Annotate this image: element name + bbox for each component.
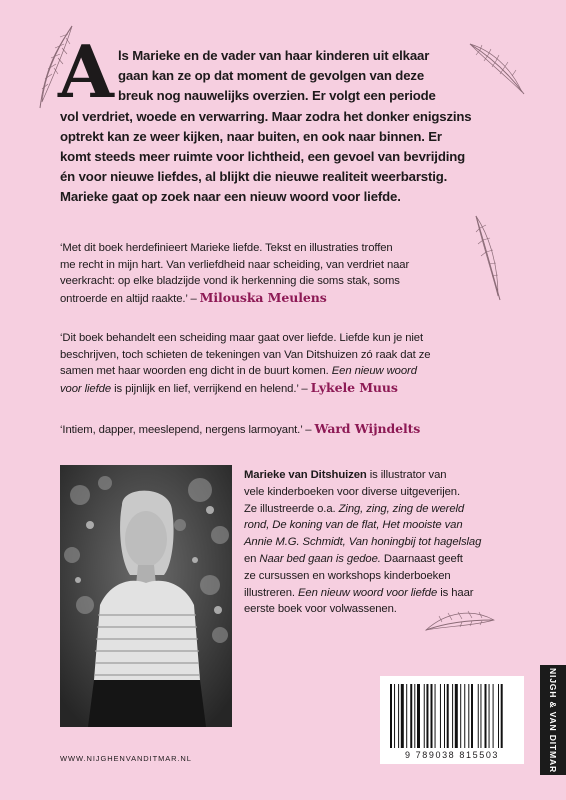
book-title: voor liefde <box>60 382 112 395</box>
intro-line: gaan kan ze op dat moment de gevolgen van deze <box>118 68 425 84</box>
intro-line: én voor nieuwe liefdes, al blijkt die nieuwe realiteit weerbarstig. <box>60 169 448 185</box>
review-quote <box>60 330 520 397</box>
quote-line: ‘Intiem, dapper, meeslepend, nergens larmoyant.’ – <box>60 424 315 436</box>
book-title: Een nieuw woord voor liefde <box>297 586 438 599</box>
author-name: Marieke van Ditshuizen <box>244 469 367 481</box>
intro-line: breuk nog nauwelijks overzien. Er volgt een periode <box>118 88 436 104</box>
isbn-number: 9 789038 815503 <box>404 750 500 760</box>
intro-line: ls Marieke en de vader van haar kinderen uit elkaar <box>118 48 430 63</box>
drop-cap: A <box>58 29 114 114</box>
publisher-name: NIJGH & VAN DITMAR <box>548 667 558 773</box>
review-quote <box>60 240 520 307</box>
quote-line: ‘Met dit boek herdefinieert Marieke liefde. Tekst en illustraties troffen <box>60 242 393 254</box>
quote-author: Lykele Muus <box>310 379 398 395</box>
bio-text: eerste boek voor volwassenen. <box>244 603 397 616</box>
publisher-url: WWW.NIJGHENVANDITMAR.NL <box>60 754 192 763</box>
author-bio <box>244 467 524 618</box>
intro-line: Marieke gaat op zoek naar een nieuw woord voor liefde. <box>60 189 401 205</box>
bio-text: is haar <box>437 586 474 599</box>
quote-line: beschrijven, toch schieten de tekeningen van Van Ditshuizen zó raak dat ze <box>60 348 431 361</box>
book-title: Annie M.G. Schmidt, Van honingbij tot hagelslag <box>244 536 482 549</box>
quote-line: veerkracht: op elke bladzijde vond ik herkenning die soms stak, soms <box>60 275 400 288</box>
quote-line: me recht in mijn hart. Van verliefdheid naar scheiding, van verdriet naar <box>60 258 410 271</box>
bio-text: ze cursussen en workshops kinderboeken <box>244 569 451 582</box>
author-photo <box>60 465 232 727</box>
quote-line: ‘Dit boek behandelt een scheiding maar gaat over liefde. Liefde kun je niet <box>60 332 424 344</box>
barcode-bars <box>380 682 524 754</box>
quote-line: ontroerde en altijd raakte.’ – <box>60 292 200 305</box>
barcode <box>380 676 524 764</box>
intro-line: optrekt kan ze weer kijken, naar buiten, en ook naar binnen. Er <box>60 128 442 144</box>
quote-author: Ward Wijndelts <box>314 421 421 436</box>
bio-text: vele kinderboeken voor diverse uitgeverijen. <box>244 485 461 498</box>
intro-line: komt steeds meer ruimte voor lichtheid, een gevoel van bevrijding <box>60 149 466 165</box>
bio-text: illustreren. <box>244 586 298 599</box>
intro-paragraph <box>60 46 510 208</box>
book-title: Zing, zing, zing de wereld <box>338 502 465 515</box>
review-quote <box>60 421 520 439</box>
quote-line: is pijnlijk en lief, verrijkend en helend.’ – <box>111 382 311 395</box>
bio-text: Daarnaast geeft <box>380 552 463 565</box>
bio-text: en <box>244 552 260 565</box>
quote-line: samen met haar woorden eng dicht in de buurt komen. <box>60 365 332 378</box>
intro-line: vol verdriet, woede en verwarring. Maar zodra het donker enigszins <box>60 108 472 124</box>
bio-text: is illustrator van <box>366 469 447 481</box>
book-title: Een nieuw woord <box>331 365 417 378</box>
bio-text: Ze illustreerde o.a. <box>244 502 339 515</box>
book-title: Naar bed gaan is gedoe. <box>259 552 381 565</box>
book-title: rond, De koning van de flat, Het mooiste van <box>244 519 463 532</box>
quote-author: Milouska Meulens <box>199 289 327 305</box>
